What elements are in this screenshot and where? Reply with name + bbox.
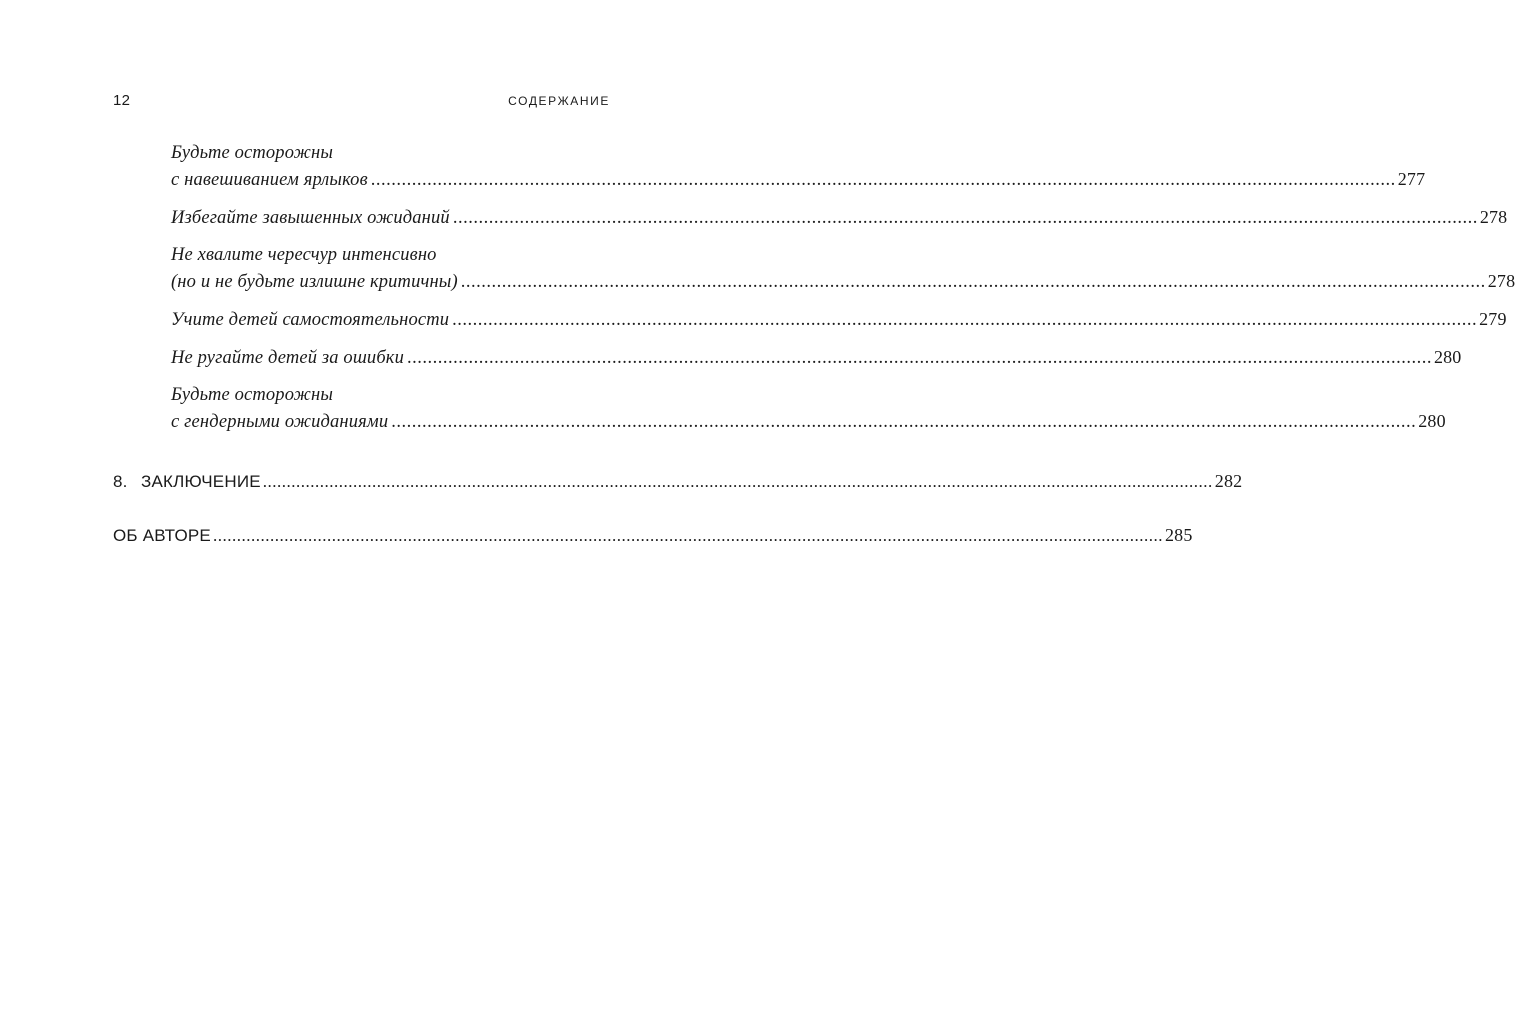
dot-leader: ........................................................................................................................................................................................................ <box>407 348 1432 368</box>
running-head: СОДЕРЖАНИЕ <box>508 94 610 108</box>
toc-page-number: 278 <box>1487 271 1515 291</box>
chapter-title: ЗАКЛЮЧЕНИЕ <box>141 472 261 491</box>
dot-leader: ........................................................................................................................................................................................................ <box>452 208 1478 228</box>
toc-entry-line: с навешиванием ярлыков <box>171 170 368 190</box>
toc-page-number: 279 <box>1479 309 1507 329</box>
toc-page-number: 285 <box>1164 525 1193 545</box>
dot-leader: ........................................................................................................................................................................................................ <box>212 526 1163 545</box>
dot-leader: ........................................................................................................................................................................................................ <box>460 272 1486 292</box>
toc-entry-praise[interactable] <box>171 242 1515 295</box>
toc-entry-line: Учите детей самостоятельности <box>171 310 450 330</box>
toc-entry-line: Не ругайте детей за ошибки <box>171 348 404 368</box>
toc-entry-independence[interactable] <box>171 306 1507 333</box>
toc-entry-gender[interactable] <box>171 382 1446 435</box>
dot-leader: ........................................................................................................................................................................................................ <box>452 310 1478 330</box>
toc-entry-labels[interactable] <box>171 140 1426 193</box>
toc-entry-line: (но и не будьте излишне критичны) <box>171 272 458 292</box>
toc-page-number: 280 <box>1418 411 1446 431</box>
chapter-number: 8. <box>113 472 128 491</box>
toc-entry-line: Избегайте завышенных ожиданий <box>171 208 450 228</box>
page-number: 12 <box>113 92 131 109</box>
toc-page-number: 282 <box>1214 471 1243 491</box>
toc-about-author[interactable] <box>113 525 1193 546</box>
page-header <box>113 92 610 114</box>
dot-leader: ........................................................................................................................................................................................................ <box>370 170 1396 190</box>
toc-entry-line: Будьте осторожны <box>171 143 333 163</box>
dot-leader: ........................................................................................................................................................................................................ <box>391 412 1417 432</box>
toc-entry-line: с гендерными ожиданиями <box>171 412 389 432</box>
toc-entry-line: Не хвалите чересчур интенсивно <box>171 245 437 265</box>
toc-chapter-conclusion[interactable] <box>113 471 1243 492</box>
toc-entry-mistakes[interactable] <box>171 344 1462 371</box>
dot-leader: ........................................................................................................................................................................................................ <box>262 472 1213 491</box>
table-of-contents <box>113 140 1515 546</box>
toc-entry-expectations[interactable] <box>171 204 1508 231</box>
chapter-title: ОБ АВТОРЕ <box>113 526 211 545</box>
toc-entry-line: Будьте осторожны <box>171 385 333 405</box>
toc-page-number: 280 <box>1434 347 1462 367</box>
toc-page-number: 278 <box>1479 207 1508 227</box>
toc-page-number: 277 <box>1397 169 1426 189</box>
